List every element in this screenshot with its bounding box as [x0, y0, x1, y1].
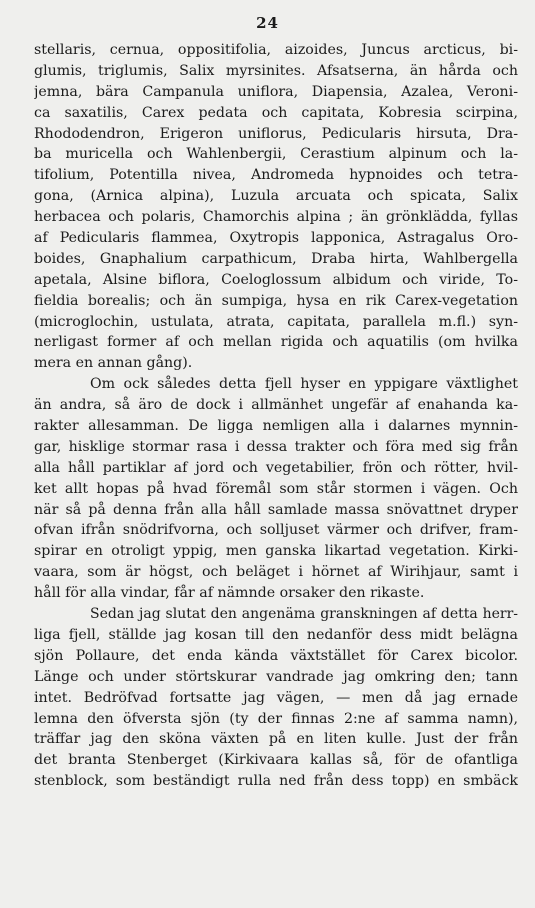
text-line: nerligast former af och mellan rigida och aquatilis (om hvilka: [34, 334, 518, 351]
text-line: (microglochin, ustulata, atrata, capitata, parallela m.fl.) syn-: [34, 313, 518, 330]
text-line: än andra, så äro de dock i allmänhet ungefär af enahanda ka-: [34, 397, 518, 414]
text-line: ket allt hopas på hvad föremål som står stormen i vägen. Och: [34, 480, 518, 497]
text-line: lemna den öfversta sjön (ty der finnas 2:ne af samma namn),: [34, 710, 518, 727]
text-line: fieldia borealis; och än sumpiga, hysa en rik Carex-vegetation: [34, 292, 518, 309]
text-line: gar, hisklige stormar rasa i dessa trakter och föra med sig från: [34, 438, 518, 455]
text-line: herbacea och polaris, Chamorchis alpina ; än grönklädda, fyllas: [34, 209, 518, 226]
text-line: af Pedicularis flammea, Oxytropis lapponica, Astragalus Oro-: [34, 230, 518, 247]
text-line: apetala, Alsine biflora, Coeloglossum albidum och viride, To-: [34, 271, 518, 288]
text-line: vaara, som är högst, och beläget i hörnet af Wirihjaur, samt i: [34, 564, 518, 581]
text-line: liga fjell, ställde jag kosan till den nedanför dess midt belägna: [34, 626, 518, 643]
text-line: sjön Pollaure, det enda kända växtstället för Carex bicolor.: [34, 647, 518, 664]
text-line: ca saxatilis, Carex pedata och capitata, Kobresia scirpina,: [34, 104, 518, 121]
body-text: [34, 40, 518, 792]
text-line: stenblock, som beständigt rulla ned från dess topp) en smbäck: [34, 773, 518, 790]
text-line: Om ock således detta fjell hyser en yppigare växtlighet: [90, 376, 518, 393]
page-number: 24: [256, 14, 279, 32]
text-line: när så på denna från alla håll samlade massa snövattnet dryper: [34, 501, 518, 518]
text-line: spirar en otroligt yppig, men ganska likartad vegetation. Kirki-: [34, 543, 518, 560]
text-line: tifolium, Potentilla nivea, Andromeda hypnoides och tetra-: [34, 167, 518, 184]
text-line: Länge och under störtskurar vandrade jag omkring den; tann: [34, 668, 518, 685]
text-line: det branta Stenberget (Kirkivaara kallas så, för de ofantliga: [34, 752, 518, 769]
text-line: mera en annan gång).: [34, 355, 193, 372]
text-line: jemna, bära Campanula uniflora, Diapensia, Azalea, Veroni-: [34, 83, 518, 100]
text-line: gona, (Arnica alpina), Luzula arcuata och spicata, Salix: [34, 188, 518, 205]
text-line: ba muricella och Wahlenbergii, Cerastium alpinum och la-: [34, 146, 518, 163]
text-line: boides, Gnaphalium carpathicum, Draba hirta, Wahlbergella: [34, 250, 518, 267]
text-line: Sedan jag slutat den angenäma granskningen af detta herr-: [90, 606, 518, 623]
text-line: alla håll partiklar af jord och vegetabilier, frön och rötter, hvil-: [34, 459, 518, 476]
text-line: glumis, triglumis, Salix myrsinites. Afsatserna, än hårda och: [34, 62, 518, 79]
text-line: Rhododendron, Erigeron uniflorus, Pedicularis hirsuta, Dra-: [34, 125, 518, 142]
text-line: ofvan ifrån snödrifvorna, och solljuset värmer och drifver, fram-: [34, 522, 518, 539]
text-line: intet. Bedröfvad fortsatte jag vägen, — men då jag ernade: [34, 689, 518, 706]
text-line: rakter allesamman. De ligga nemligen alla i dalarnes mynnin-: [34, 418, 518, 435]
text-line: träffar jag den sköna växten på en liten kulle. Just der från: [34, 731, 518, 748]
text-line: stellaris, cernua, oppositifolia, aizoides, Juncus arcticus, bi-: [34, 42, 518, 58]
text-line: håll för alla vindar, får af nämnde orsaker den rikaste.: [34, 585, 425, 602]
